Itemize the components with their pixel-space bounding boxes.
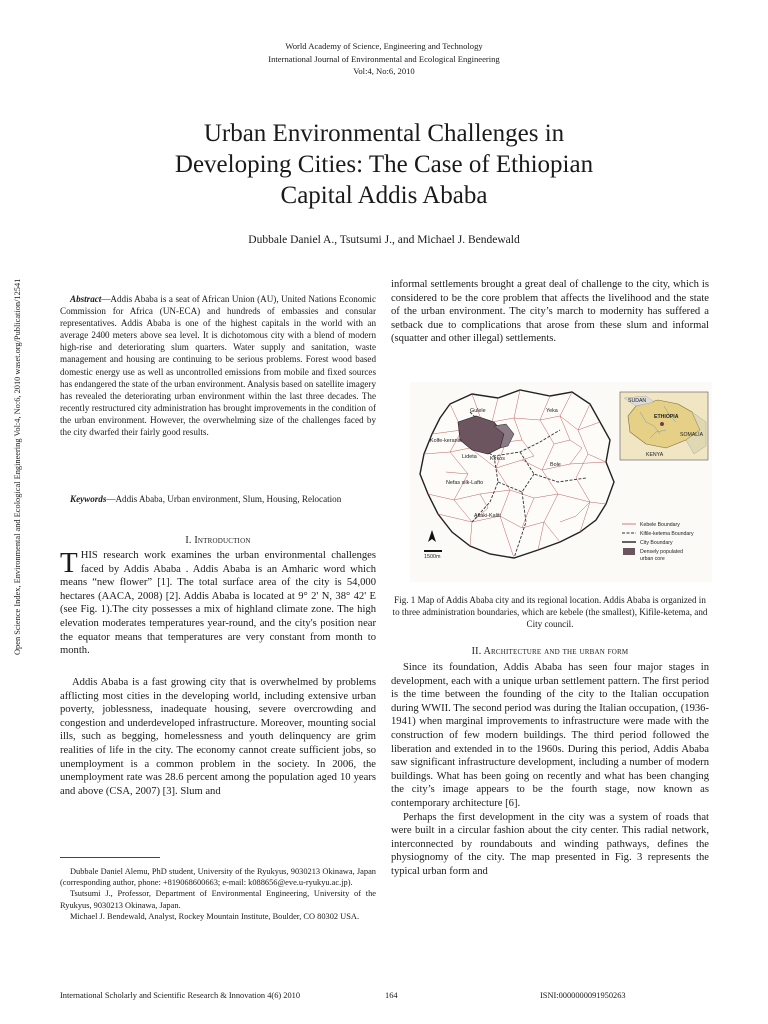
legend-kebele: Kebele Boundary	[640, 522, 680, 528]
intro-paragraph-1	[60, 549, 376, 658]
abstract-lead: Abstract	[70, 294, 102, 304]
footer-publisher: International Scholarly and Scientific Research & Innovation 4(6) 2010	[60, 991, 301, 1000]
keywords	[60, 493, 376, 505]
footnotes	[60, 866, 376, 922]
right-top-paragraph: informal settlements brought a great deal of challenge to the city, which is considered to be the core problem that affects the livelihood and the state of the urban environment. The city’s march to modernity has suffered a setback due to complications that arose from these slum and informal (squatter and other illegal) settlements.	[391, 279, 709, 345]
footnote-rule	[60, 857, 160, 858]
inset-label-ethiopia: ETHIOPIA	[654, 414, 679, 420]
label-kolfe: Kolfe-keranio	[430, 438, 462, 444]
keywords-lead: Keywords	[70, 494, 107, 504]
footnote-3: Michael J. Bendewald, Analyst, Rockey Mountain Institute, Boulder, CO 80302 USA.	[70, 911, 360, 921]
inset-label-somalia: SOMALIA	[680, 432, 704, 438]
drop-cap: T	[60, 547, 78, 579]
header-line-1: World Academy of Science, Engineering and Technology	[285, 41, 483, 51]
header-line-2: International Journal of Environmental and Ecological Engineering	[268, 53, 500, 64]
abstract-text: —Addis Ababa is a seat of African Union (AU), United Nations Economic Commission for Africa (UN-ECA) and hundreds of embassies and consular representatives. Addis Ababa is one of the highest capitals in the world with an average 2400 meters above sea level. It is dichotomous city with a blend of modern high-rise and deteriorating slum quarters. Water supply and sanitation, waste management and housing are continuing to be serious problems. Forest wood based domestic energy use as well as uncontrolled emissions from mobile and fixed sources has endangered the state of the urban environment. Analysis based on satellite imagery has revealed the deteriorating urban environment within the last three decades. The recently restructured city administration has brought improvements in the condition of the urban environment. However, the overwhelming size of the challenges faced by the city dwarfed their fairly good results.	[60, 294, 376, 438]
title-line-3: Capital Addis Ababa	[280, 182, 488, 209]
architecture-paragraph-1: Since its foundation, Addis Ababa has seen four major stages in development, each with a unique urban settlement pattern. The first period is the time between the founding of the city to the Italian occupation during WWII. The second period was during the Italian occupation, (1936-1941) when marginal improvements to infrastructure were made with the construction of few modern buildings. The third period followed the liberation and extended in to the 1960s. During this period, Addis Ababa saw significant infrastructure development, including a number of modern buildings. What has been going on recently and what has been changing the city’s image appears to be the fourth stage, now known as contemporary architecture [6].	[391, 662, 709, 809]
footer-isni: ISNI:0000000091950263	[540, 991, 626, 1000]
inset-label-sudan: SUDAN	[628, 398, 647, 404]
open-science-index-sidebar: Open Science Index, Environmental and Ecological Engineering Vol:4, No:6, 2010 waset.org/Publication/12541	[13, 278, 22, 655]
label-yeka: Yeka	[546, 408, 558, 414]
header-line-3: Vol:4, No:6, 2010	[353, 66, 415, 76]
figure-1-caption: Fig. 1 Map of Addis Ababa city and its regional location. Addis Ababa is organized in to three administration boundaries, which are kebele (the smallest), Kifile-ketema, and City council.	[392, 595, 708, 630]
footer-page-number: 164	[385, 991, 398, 1000]
title-line-1: Urban Environmental Challenges in	[203, 120, 565, 147]
label-akaki: Akaki-Kaliti	[474, 513, 501, 519]
ethiopia-inset-map	[620, 392, 708, 460]
footnote-1: Dubbale Daniel Alemu, PhD student, University of the Ryukyus, 9030213 Okinawa, Japan (corresponding author, phone: +819068600663; e-mail: k088656@eve.u-ryukyu.ac.jp).	[60, 867, 376, 888]
legend-dense-2: urban core	[640, 556, 665, 562]
inset-label-kenya: KENYA	[646, 452, 664, 458]
intro-paragraph-2: Addis Ababa is a fast growing city that is overwhelmed by problems afflicting most cities in the developing world, including extensive urban poverty, joblessness, inadequate housing, severe overcrowding and congestion and underdeveloped infrastructure. Moreover, mounting social ills, such as begging, homelessness and youth delinquency are grim realities of life in the city. The economy cannot create sufficient jobs, so unemployment is a common problem in the society. In 2006, the unemployment rate was 28.6 percent among the population aged 10 years and above (CSA, 2007) [3]. Slum and	[60, 677, 376, 797]
label-nefas: Nefas silk-Lafto	[446, 480, 484, 486]
abstract	[60, 293, 376, 438]
figure-1-map	[410, 382, 712, 582]
label-lideta: Lideta	[462, 454, 477, 460]
legend-dense-1: Densely populated	[640, 549, 683, 555]
intro-paragraph-1-text: HIS research work examines the urban environmental challenges faced by Addis Ababa . Addis Ababa is an Amharic word which means “new flower” [1]. The total surface area of the city is 54,000 hectares (AACA, 2008) [2]. Addis Ababa is located at 9° 2' N, 38° 42' E (see Fig. 1).The city possesses a mix of highland climate zone. The high elevation moderates temperatures year-round, and the city's position near the equator means that temperatures are very constant from month to month.	[60, 550, 376, 657]
label-kirkos: Kirkos	[490, 456, 505, 462]
journal-header	[0, 40, 768, 78]
architecture-paragraph-2: Perhaps the first development in the city was a system of roads that were built in a circular fashion about the city center. This radial network, interconnected by roundabouts and winding pathways, defines the physiognomy of the city. The map presented in Fig. 3 represents the typical urban form and	[391, 811, 709, 877]
footnote-2: Tsutsumi J., Professor, Department of Environmental Engineering, University of the Ryukyus, 9030213 Okinawa, Japan.	[60, 889, 376, 910]
label-bole: Bole	[550, 462, 561, 468]
legend-city: City Boundary	[640, 540, 673, 546]
scale-label: 1500m	[424, 554, 441, 560]
label-gulele: Gulele	[470, 408, 486, 414]
title-line-2: Developing Cities: The Case of Ethiopian	[174, 151, 594, 178]
addis-ababa-map	[410, 382, 712, 582]
legend-kifile: Kifile-ketema Boundary	[640, 531, 694, 537]
north-arrow	[424, 530, 442, 560]
map-legend	[622, 522, 694, 562]
keywords-text: —Addis Ababa, Urban environment, Slum, Housing, Relocation	[106, 494, 342, 504]
paper-title	[100, 118, 668, 211]
architecture-heading: II. Architecture and the urban form	[471, 646, 629, 657]
architecture-body	[391, 661, 709, 879]
intro-heading: I. Introduction	[185, 535, 251, 546]
author-list: Dubbale Daniel A., Tsutsumi J., and Michael J. Bendewald	[248, 234, 520, 246]
